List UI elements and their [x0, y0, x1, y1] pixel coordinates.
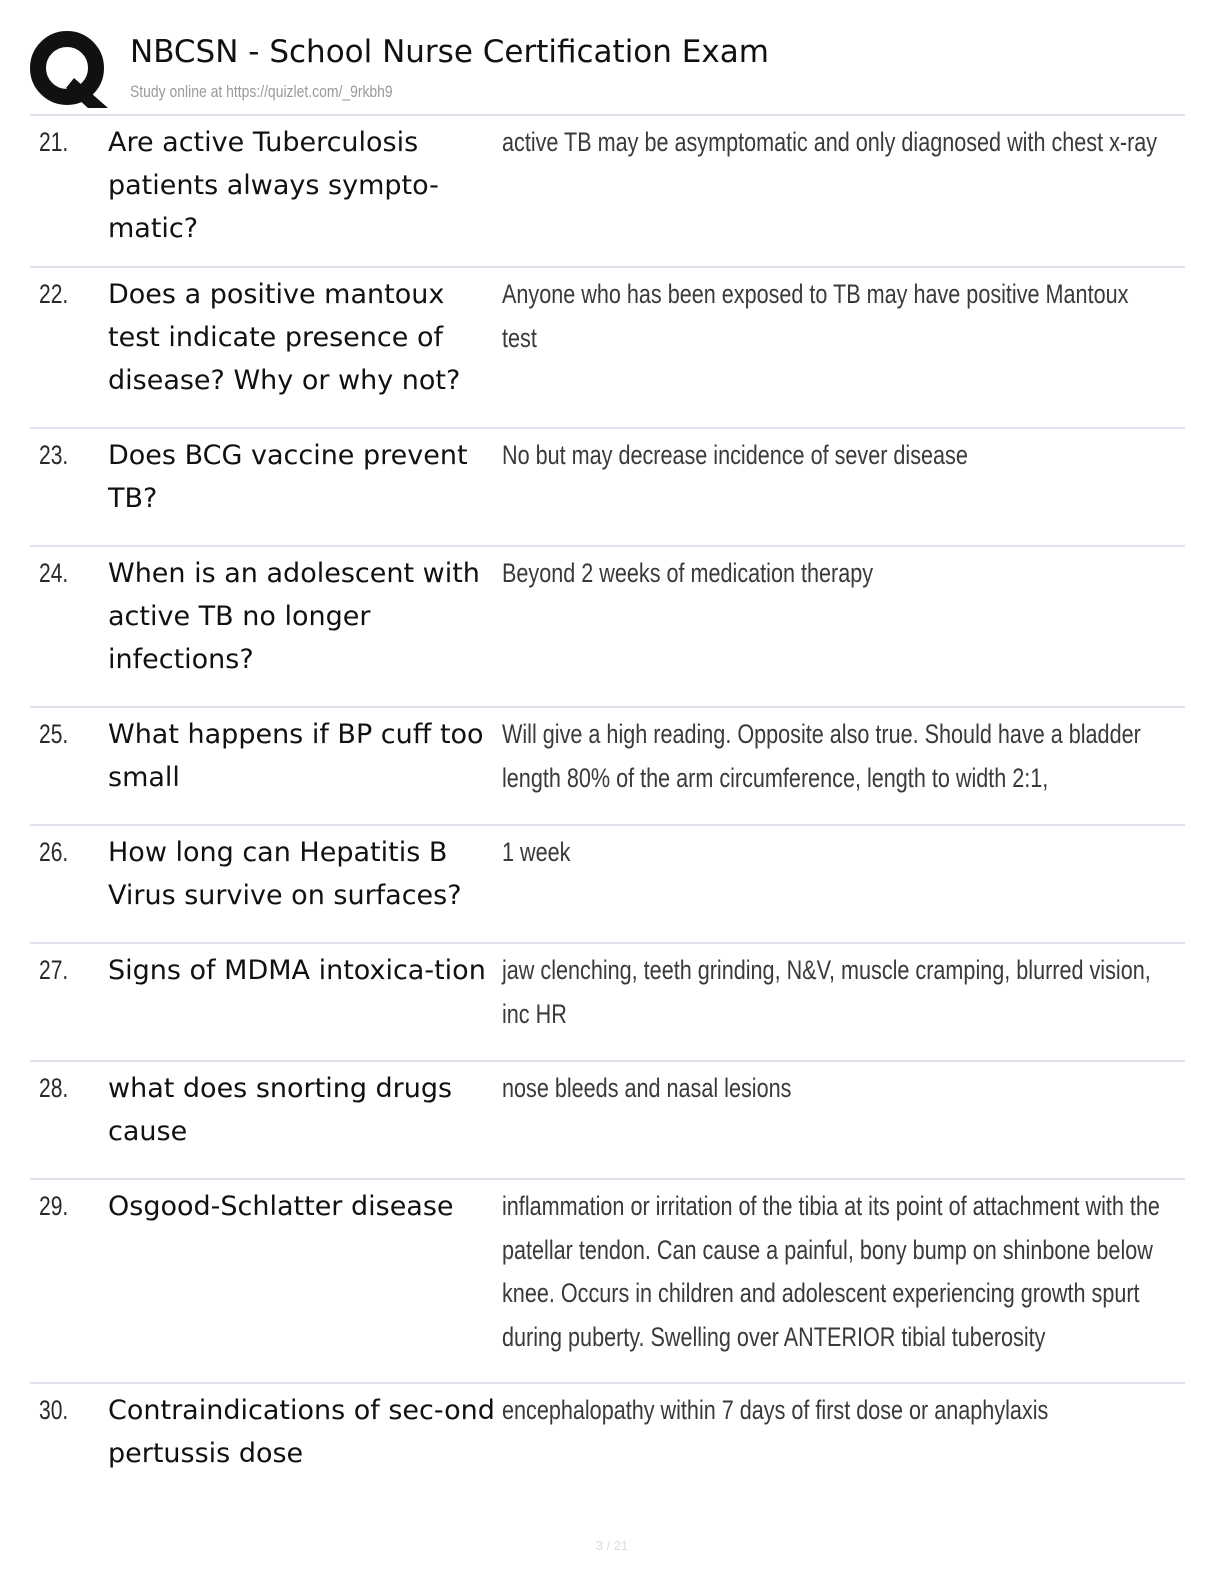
card-definition: jaw clenching, teeth grinding, N&V, muscle cramping, blurred vision, inc HR	[502, 955, 1151, 1029]
flashcard-row	[30, 547, 1185, 708]
study-online-link[interactable]: Study online at https://quizlet.com/_9rkbh9	[130, 82, 393, 101]
card-definition: inflammation or irritation of the tibia at its point of attachment with the patellar tendon. Can cause a painful, bony bump on shinbone below knee. Occurs in children and adolescent experiencing growth spurt during puberty. Swelling over ANTERIOR tibial tuberosity	[502, 1191, 1160, 1352]
document-header	[30, 28, 1190, 112]
quizlet-q-logo-icon	[30, 30, 108, 108]
card-number: 28.	[39, 1073, 69, 1103]
card-definition: Will give a high reading. Opposite also true. Should have a bladder length 80% of the arm circumference, length to width 2:1,	[502, 719, 1141, 793]
card-number: 26.	[39, 837, 69, 867]
card-number: 29.	[39, 1191, 69, 1221]
card-term: Are active Tuberculosis patients always sympto-matic?	[108, 127, 439, 244]
flashcard-row	[30, 429, 1185, 547]
card-term: Contraindications of sec-ond pertussis dose	[108, 1395, 495, 1469]
card-number: 25.	[39, 719, 69, 749]
flashcard-row	[30, 826, 1185, 944]
card-definition: encephalopathy within 7 days of first dose or anaphylaxis	[502, 1395, 1049, 1425]
flashcard-row	[30, 116, 1185, 268]
card-term: Does BCG vaccine prevent TB?	[108, 440, 468, 514]
card-definition: Anyone who has been exposed to TB may have positive Mantoux test	[502, 279, 1129, 353]
card-number: 30.	[39, 1395, 69, 1425]
card-number: 23.	[39, 440, 69, 470]
card-definition: Beyond 2 weeks of medication therapy	[502, 558, 874, 588]
page-number: 3 / 21	[595, 1538, 629, 1553]
flashcard-row	[30, 708, 1185, 826]
card-number: 24.	[39, 558, 69, 588]
card-term: When is an adolescent with active TB no longer infections?	[108, 558, 480, 675]
card-term: what does snorting drugs cause	[108, 1073, 453, 1147]
card-number: 22.	[39, 279, 69, 309]
card-term: What happens if BP cuff too small	[108, 719, 484, 793]
card-term: Signs of MDMA intoxica-tion	[108, 955, 486, 986]
card-term: Osgood-Schlatter disease	[108, 1191, 454, 1222]
card-definition: No but may decrease incidence of sever disease	[502, 440, 968, 470]
document-title: NBCSN - School Nurse Certification Exam	[130, 34, 769, 70]
card-term: How long can Hepatitis B Virus survive on surfaces?	[108, 837, 462, 911]
flashcard-row	[30, 268, 1185, 429]
card-definition: nose bleeds and nasal lesions	[502, 1073, 792, 1103]
flashcard-row	[30, 1384, 1185, 1494]
flashcard-row	[30, 1180, 1185, 1384]
card-number: 21.	[39, 127, 69, 157]
card-number: 27.	[39, 955, 69, 985]
flashcard-row	[30, 944, 1185, 1062]
card-term: Does a positive mantoux test indicate presence of disease? Why or why not?	[108, 279, 461, 396]
card-definition: 1 week	[502, 837, 571, 867]
flashcard-list	[30, 114, 1185, 1494]
flashcard-row	[30, 1062, 1185, 1180]
card-definition: active TB may be asymptomatic and only diagnosed with chest x-ray	[502, 127, 1158, 157]
